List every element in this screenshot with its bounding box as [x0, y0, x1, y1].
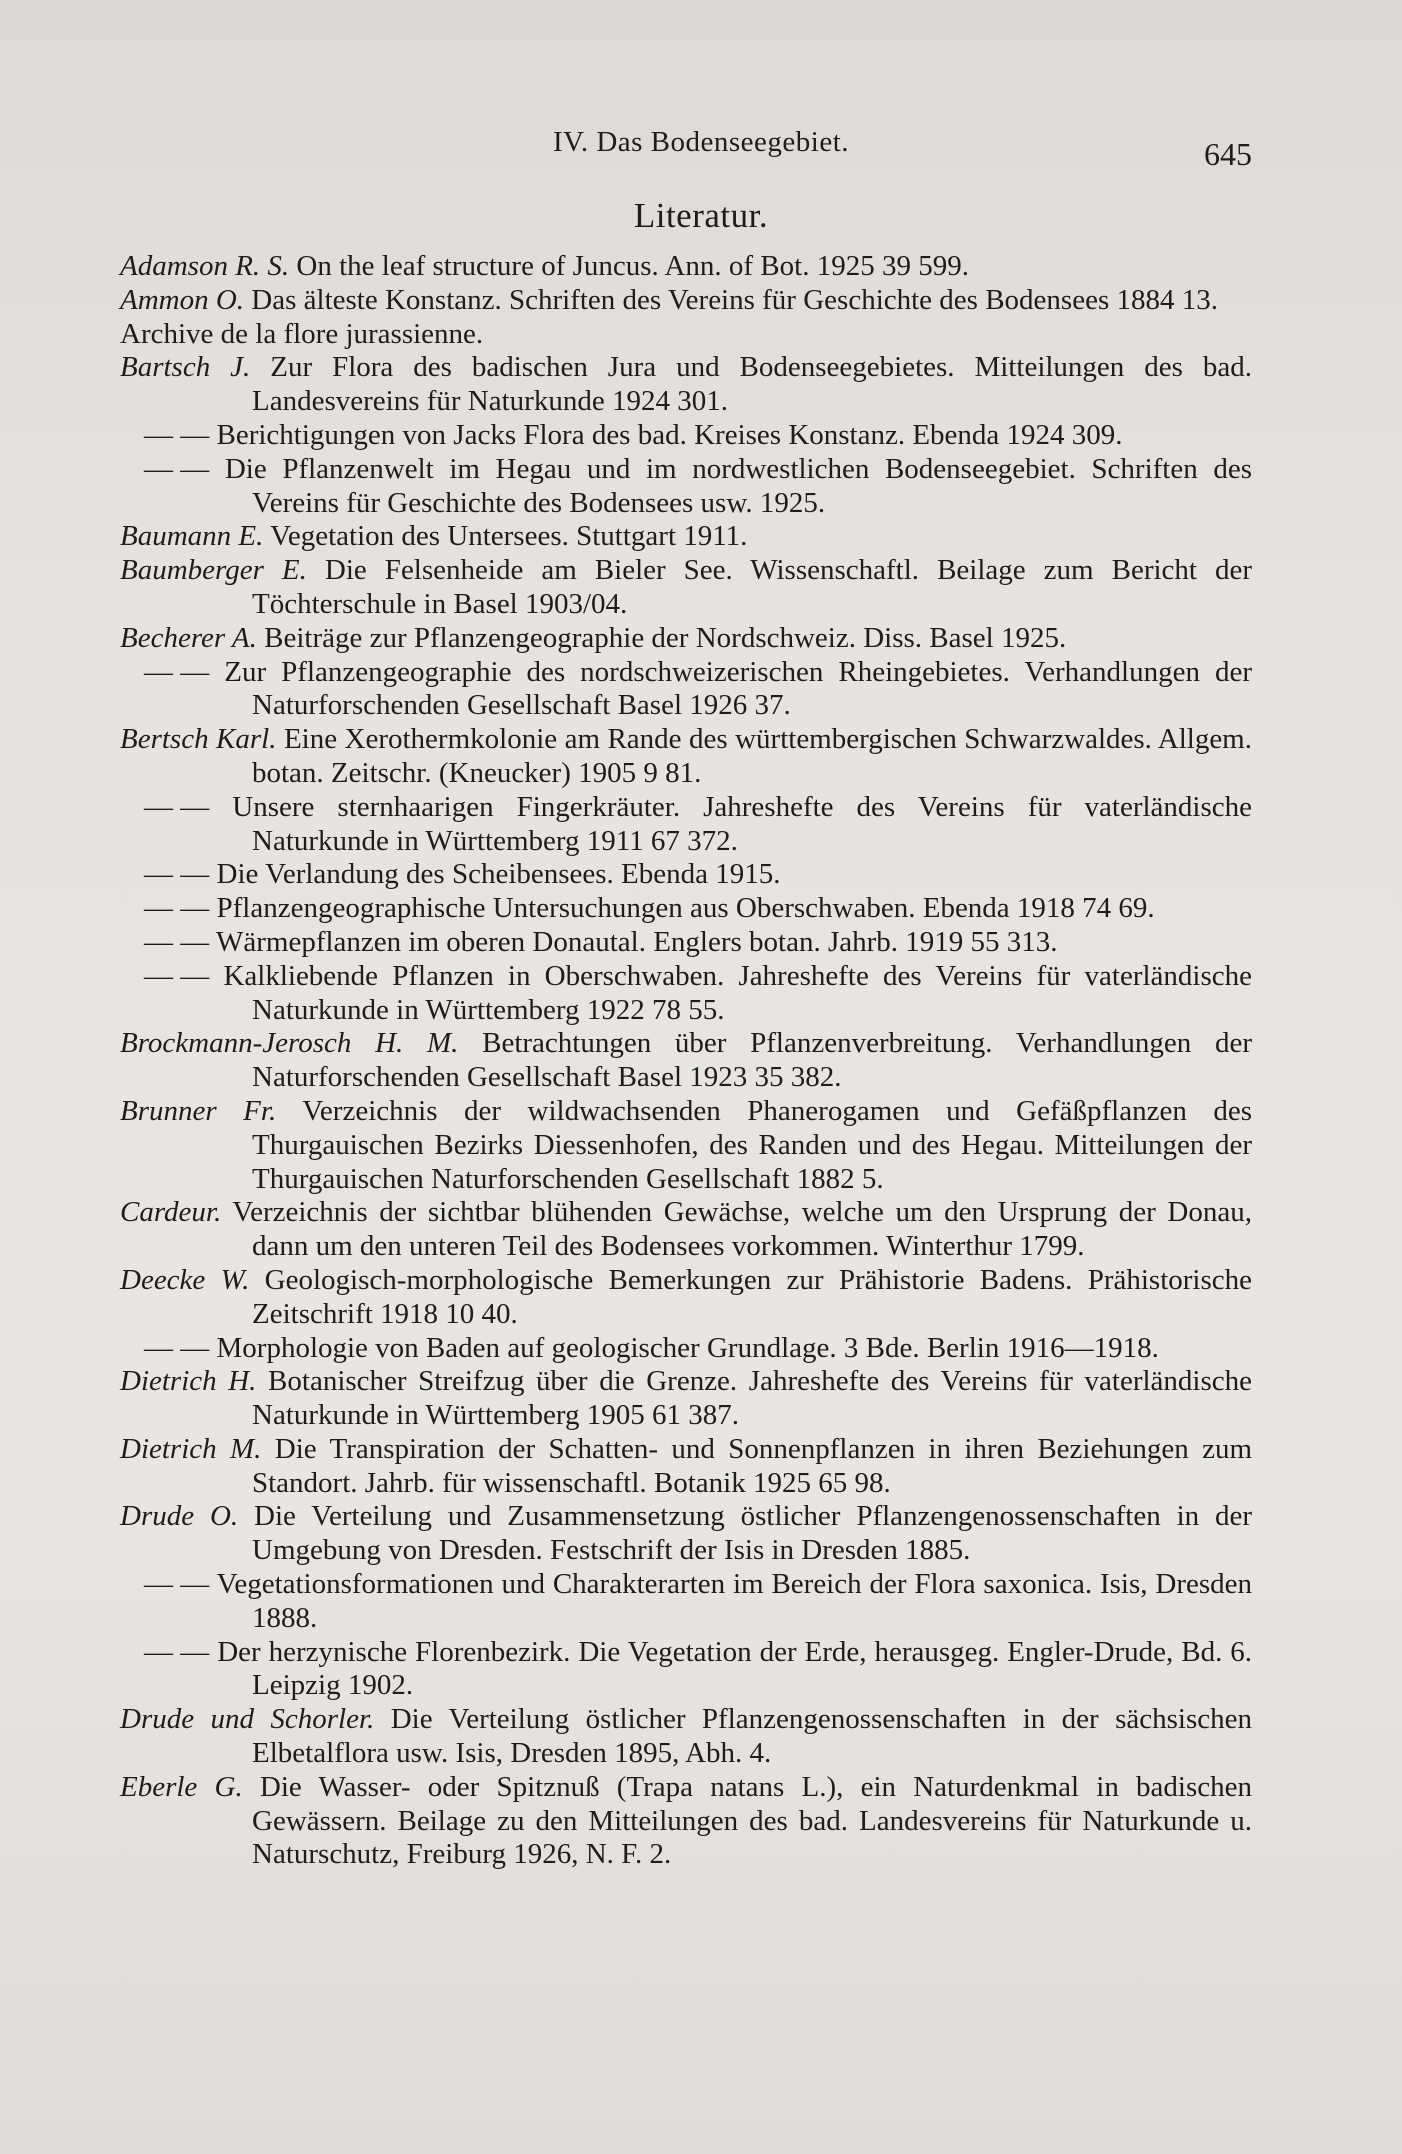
- entry-text: Verzeichnis der sichtbar blühenden Gewächse, welche um den Ursprung der Donau, dann um den unteren Teil des Bodensees vorkommen. Winterthur 1799.: [232, 1196, 1252, 1263]
- entry-author: Baumann E.: [120, 520, 264, 553]
- entry-text: Die Verteilung und Zusammensetzung östlicher Pflanzengenossenschaften in der Umgebung von Dresden. Festschrift der Isis in Dresden 1885.: [252, 1500, 1253, 1567]
- running-title: IV. Das Bodenseegebiet.: [552, 126, 850, 158]
- entry-text: Die Verteilung östlicher Pflanzengenossenschaften in der sächsischen Elbetalflora usw. Isis, Dresden 1895, Abh. 4.: [252, 1703, 1252, 1770]
- entry-text: Zur Pflanzengeographie des nordschweizerischen Rheingebietes. Verhandlungen der Naturforschenden Gesellschaft Basel 1926 37.: [224, 655, 1253, 722]
- ditto-dash: — —: [144, 858, 210, 891]
- entry-text: Verzeichnis der wildwachsenden Phanerogamen und Gefäßpflanzen des Thurgauischen Bezirks Diessenhofen, des Randen und des Hegau. Mitteilungen der Thurgauischen Naturforschenden Gesellschaft 1882 5.: [252, 1094, 1252, 1195]
- bibliography-list: [120, 250, 1252, 1872]
- bibliography-entry: [120, 622, 1252, 656]
- entry-text: Vegetation des Untersees. Stuttgart 1911.: [270, 520, 748, 553]
- entry-author: Ammon O.: [120, 283, 245, 316]
- entry-text: Wärmepflanzen im oberen Donautal. Englers botan. Jahrb. 1919 55 313.: [215, 925, 1058, 958]
- bibliography-entry: [120, 723, 1252, 791]
- entry-author: Adamson R. S.: [120, 250, 290, 282]
- bibliography-entry: [120, 791, 1252, 859]
- bibliography-entry: [120, 1095, 1252, 1196]
- bibliography-entry: [120, 858, 1252, 892]
- bibliography-entry: [120, 1365, 1252, 1433]
- bibliography-entry: [120, 1264, 1252, 1332]
- entry-text: Kalkliebende Pflanzen in Oberschwaben. Jahreshefte des Vereins für vaterländische Naturkunde in Württemberg 1922 78 55.: [223, 959, 1252, 1026]
- bibliography-entry: [120, 1771, 1252, 1872]
- entry-author: Becherer A.: [120, 621, 257, 654]
- entry-text: Betrachtungen über Pflanzenverbreitung. Verhandlungen der Naturforschenden Gesellschaft Basel 1923 35 382.: [252, 1027, 1253, 1094]
- entry-text: On the leaf structure of Juncus. Ann. of Bot. 1925 39 599.: [296, 250, 969, 282]
- entry-text: Die Verlandung des Scheibensees. Ebenda 1915.: [216, 858, 781, 891]
- bibliography-entry: [120, 1196, 1252, 1264]
- entry-text: Unsere sternhaarigen Fingerkräuter. Jahreshefte des Vereins für vaterländische Naturkunde in Württemberg 1911 67 372.: [232, 790, 1252, 857]
- ditto-dash: — —: [144, 1635, 210, 1668]
- entry-author: Drude und Schorler.: [120, 1703, 375, 1736]
- ditto-dash: — —: [144, 418, 210, 451]
- bibliography-entry: [120, 453, 1252, 521]
- bibliography-entry: [120, 284, 1252, 318]
- ditto-dash: — —: [144, 790, 210, 823]
- entry-text: Zur Flora des badischen Jura und Bodenseegebietes. Mitteilungen des bad. Landesvereins für Naturkunde 1924 301.: [252, 351, 1252, 418]
- entry-author: Brunner Fr.: [120, 1094, 277, 1127]
- entry-author: Bartsch J.: [120, 351, 251, 384]
- entry-text: Beiträge zur Pflanzengeographie der Nordschweiz. Diss. Basel 1925.: [264, 621, 1067, 654]
- ditto-dash: — —: [144, 655, 210, 688]
- entry-text: Die Felsenheide am Bieler See. Wissenschaftl. Beilage zum Bericht der Töchterschule in Basel 1903/04.: [252, 554, 1253, 620]
- entry-author: Brockmann-Jerosch H. M.: [120, 1027, 459, 1060]
- entry-text: Morphologie von Baden auf geologischer Grundlage. 3 Bde. Berlin 1916—1918.: [216, 1331, 1159, 1364]
- entry-text: Eine Xerothermkolonie am Rande des württembergischen Schwarzwaldes. Allgem. botan. Zeitschr. (Kneucker) 1905 9 81.: [252, 723, 1252, 789]
- ditto-dash: — —: [144, 1331, 210, 1364]
- ditto-dash: — —: [144, 959, 210, 992]
- entry-text: Die Wasser- oder Spitznuß (Trapa natans L.), ein Naturdenkmal in badischen Gewässern. Beilage zu den Mitteilungen des bad. Landesvereins für Naturkunde u. Naturschutz, Freiburg 1926, N. F. 2.: [252, 1770, 1253, 1871]
- bibliography-entry: [120, 1332, 1252, 1366]
- entry-text: Die Transpiration der Schatten- und Sonnenpflanzen in ihren Beziehungen zum Standort. Jahrb. für wissenschaftl. Botanik 1925 65 98.: [252, 1432, 1252, 1499]
- bibliography-entry: [120, 892, 1252, 926]
- entry-text: Die Pflanzenwelt im Hegau und im nordwestlichen Bodenseegebiet. Schriften des Vereins für Geschichte des Bodensees usw. 1925.: [224, 452, 1252, 519]
- bibliography-entry: [120, 656, 1252, 724]
- bibliography-entry: [120, 1433, 1252, 1501]
- bibliography-entry: [120, 1027, 1252, 1095]
- entry-author: Cardeur.: [120, 1196, 222, 1229]
- bibliography-entry: [120, 926, 1252, 960]
- ditto-dash: — —: [144, 892, 210, 925]
- entry-text: Vegetationsformationen und Charakterarten im Bereich der Flora saxonica. Isis, Dresden 1888.: [216, 1568, 1253, 1634]
- entry-author: Deecke W.: [120, 1263, 250, 1296]
- page-number: 645: [1204, 136, 1252, 172]
- bibliography-entry: [120, 351, 1252, 419]
- entry-author: Dietrich H.: [120, 1365, 257, 1398]
- entry-text: Geologisch-morphologische Bemerkungen zur Prähistorie Badens. Prähistorische Zeitschrift 1918 10 40.: [252, 1263, 1252, 1330]
- entry-text: Pflanzengeographische Untersuchungen aus Oberschwaben. Ebenda 1918 74 69.: [216, 892, 1155, 925]
- bibliography-entry: [120, 960, 1252, 1028]
- entry-author: Eberle G.: [120, 1770, 243, 1803]
- bibliography-entry: [120, 1568, 1252, 1636]
- ditto-dash: — —: [144, 1568, 210, 1601]
- entry-author: Drude O.: [120, 1500, 239, 1533]
- bibliography-entry: [120, 1703, 1252, 1771]
- entry-text: Botanischer Streifzug über die Grenze. Jahreshefte des Vereins für vaterländische Naturkunde in Württemberg 1905 61 387.: [252, 1365, 1252, 1432]
- entry-text: Der herzynische Florenbezirk. Die Vegetation der Erde, herausgeg. Engler-Drude, Bd. 6. Leipzig 1902.: [217, 1635, 1253, 1702]
- entry-author: Baumberger E.: [120, 554, 307, 587]
- bibliography-entry: [120, 250, 1252, 284]
- bibliography-entry: [120, 419, 1252, 453]
- entry-text: Archive de la flore jurassienne.: [120, 317, 484, 350]
- running-head: [150, 118, 1252, 172]
- entry-author: Bertsch Karl.: [120, 723, 277, 756]
- bibliography-entry: [120, 1636, 1252, 1704]
- entry-author: Dietrich M.: [120, 1432, 262, 1465]
- ditto-dash: — —: [144, 925, 210, 958]
- bibliography-entry: [120, 1500, 1252, 1568]
- bibliography-entry: [120, 554, 1252, 622]
- entry-text: Das älteste Konstanz. Schriften des Vereins für Geschichte des Bodensees 1884 13.: [251, 283, 1218, 316]
- ditto-dash: — —: [144, 452, 210, 485]
- bibliography-entry: [120, 520, 1252, 554]
- section-title: Literatur.: [633, 196, 769, 235]
- bibliography-entry: [120, 318, 1252, 352]
- entry-text: Berichtigungen von Jacks Flora des bad. Kreises Konstanz. Ebenda 1924 309.: [216, 418, 1123, 451]
